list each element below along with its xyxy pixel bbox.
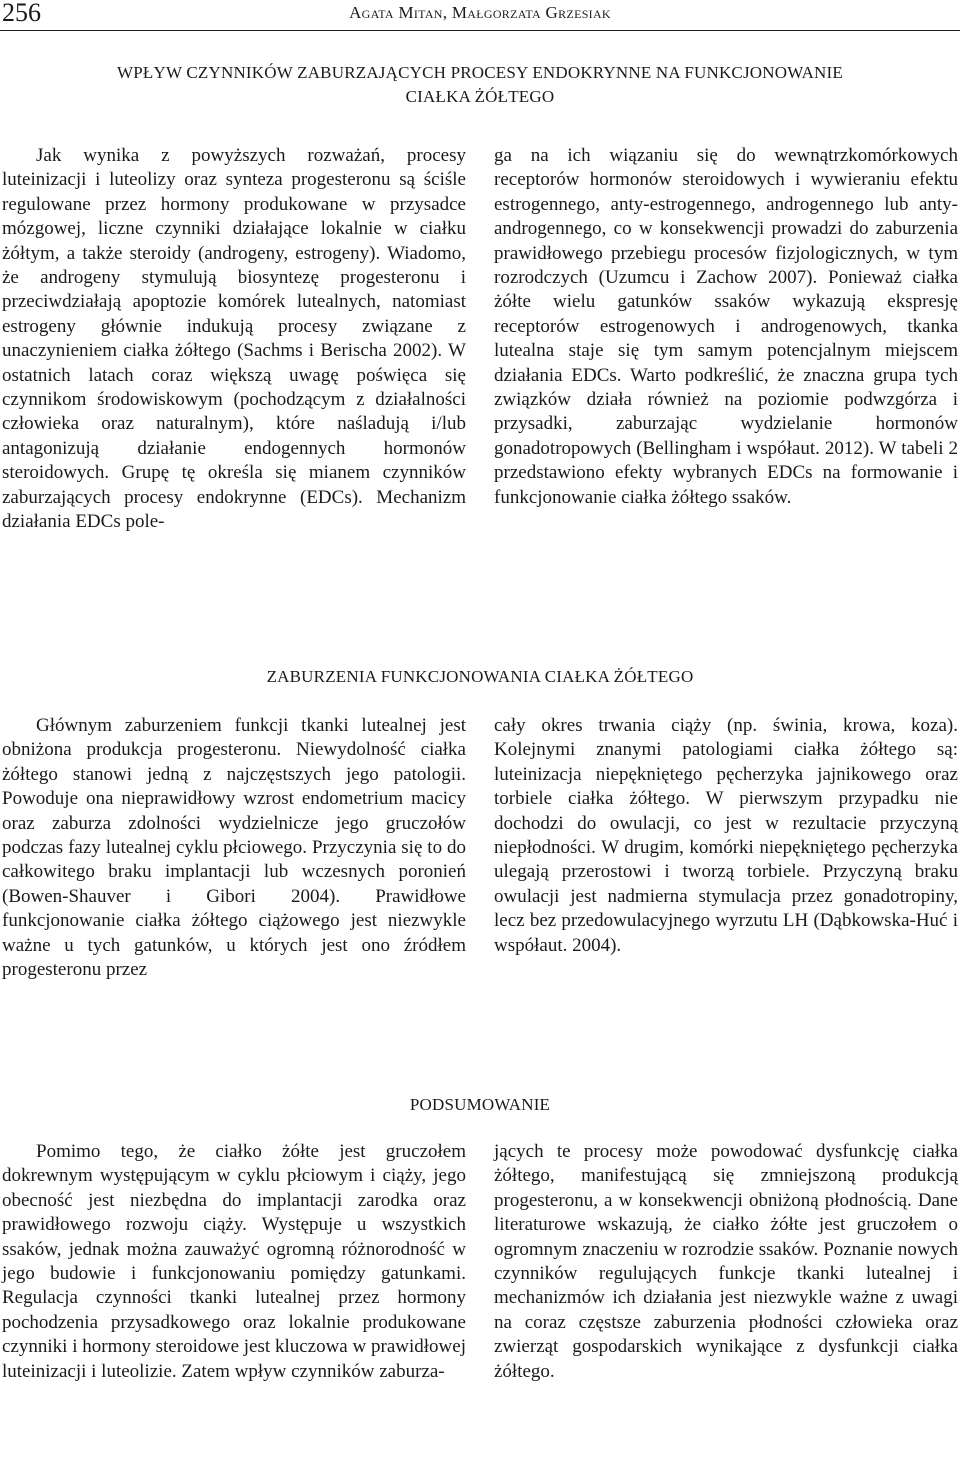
section-summary-right-column [494, 1140, 958, 1384]
section-heading-disorders: ZABURZENIA FUNKCJONOWANIA CIAŁKA ŻÓŁTEGO [266, 667, 694, 686]
paragraph: Jak wynika z powyższych rozważań, procesy luteinizacji i luteolizy oraz synteza progesteronu są ściśle regulowane przez hormony produkowane w przysadce mózgowej, liczne czynniki działające lokalnie w ciałku żółtym, a także steroidy (androgeny, estrogeny). Wiadomo, że androgeny stymulują biosyntezę progesteronu i przeciwdziałają apoptozie komórek lutealnych, natomiast estrogeny głównie indukują procesy związane z unaczynieniem ciałka żółtego (Sachms i Berischa 2002). W ostatnich latach coraz większą uwagę poświęca się czynnikom środowiskowym (pochodzącym z działalności człowieka oraz naturalnym), które naśladują i/lub antagonizują działanie endogennych hormonów steroidowych. Grupę tę określa się mianem czynników zaburzających procesy endokrynne (EDCs). Mechanizm działania EDCs pole- [2, 145, 466, 533]
page-number: 256 [2, 0, 41, 27]
section-summary-left-column [2, 1140, 466, 1384]
paragraph: Głównym zaburzeniem funkcji tkanki lutealnej jest obniżona produkcja progesteronu. Niewydolność ciałka żółtego stanowi jedną z najczęstszych jego patologii. Powoduje ona nieprawidłowy wzrost endometrium macicy oraz zaburza zdolności wydzielnicze jego gruczołów podczas fazy lutealnej cyklu płciowego. Przyczynia się to do całkowitego braku implantacji lub wczesnych poronień (Bowen-Shauver i Gibori 2004). Prawidłowe funkcjonowanie ciałka żółtego ciążowego jest niezwykle ważne u tych gatunków, u których jest ono źródłem progesteronu przez [2, 715, 466, 981]
paragraph: jących te procesy może powodować dysfunkcję ciałka żółtego, manifestującą się zmniejszoną produkcją progesteronu, a w konsekwencji obniżoną płodnością. Dane literaturowe wskazują, że ciałko żółte jest gruczołem o ogromnym znaczeniu w rozrodzie ssaków. Poznanie nowych czynników regulujących funkcje tkanki lutealnej i mechanizmów ich działania jest niezwykle ważne z uwagi na coraz częstsze zaburzenia płodności człowieka oraz zwierząt gospodarskich wynikające z dysfunkcji ciałka żółtego. [494, 1141, 958, 1382]
section-disorders-left-column [2, 714, 466, 982]
section-heading-edc-line2: CIAŁKA ŻÓŁTEGO [405, 87, 555, 106]
running-head-authors: Agata Mitan, Małgorzata Grzesiak [349, 3, 611, 22]
paragraph: Pomimo tego, że ciałko żółte jest gruczołem dokrewnym występującym w cyklu płciowym i ciąży, jego obecność jest niezbędna do implantacji zarodka oraz prawidłowego rozwoju ciąży. Występuje u wszystkich ssaków, jednak można zauważyć ogromną różnorodność w jego budowie i funkcjonowaniu pomiędzy gatunkami. Regulacja czynności tkanki lutealnej przez hormony pochodzenia przysadkowego oraz lokalnie produkowane czynniki i hormony steroidowe jest kluczowa w prawidłowej luteinizacji i luteolizie. Zatem wpływ czynników zaburza- [2, 1141, 466, 1382]
paragraph: cały okres trwania ciąży (np. świnia, krowa, koza). Kolejnymi znanymi patologiami ciałka żółtego są: luteinizacja niepękniętego pęcherzyka jajnikowego oraz torbiele ciałka żółtego. W pierwszym przypadku nie dochodzi do owulacji, co jest w rezultacie przyczyną niepłodności. W drugim, komórki niepękniętego pęcherzyka ulegają przerostowi i tworzą torbiele. Przyczyną braku owulacji jest nadmierna stymulacja przez gonadotropiny, lecz bez przedowulacyjnego wyrzutu LH (Dąbkowska-Huć i współaut. 2004). [494, 715, 958, 956]
section-edc-left-column [2, 144, 466, 535]
paragraph: ga na ich wiązaniu się do wewnątrzkomórkowych receptorów hormonów steroidowych i wywieraniu efektu estrogennego, anty-estrogennego, androgennego lub anty-androgennego, co w konsekwencji prowadzi do zaburzenia prawidłowego przebiegu procesów fizjologicznych, w tym rozrodczych (Uzumcu i Zachow 2007). Ponieważ ciałka żółte wielu gatunków ssaków wykazują ekspresję receptorów estrogenowych i androgenowych, tkanka lutealna staje się tym samym potencjalnym miejscem działania EDCs. Warto podkreślić, że znaczna grupa tych związków działa również na poziomie podwzgórza i przysadki, zaburzając wydzielanie hormonów gonadotropowych (Bellingham i współaut. 2012). W tabeli 2 przedstawiono efekty wybranych EDCs na formowanie i funkcjonowanie ciałka żółtego ssaków. [494, 145, 958, 508]
section-heading-summary: PODSUMOWANIE [409, 1095, 551, 1114]
section-disorders-right-column [494, 714, 958, 958]
running-head [0, 0, 960, 31]
section-edc-right-column [494, 144, 958, 510]
section-heading-edc-line1: WPŁYW CZYNNIKÓW ZABURZAJĄCYCH PROCESY ENDOKRYNNE NA FUNKCJONOWANIE [117, 63, 843, 82]
